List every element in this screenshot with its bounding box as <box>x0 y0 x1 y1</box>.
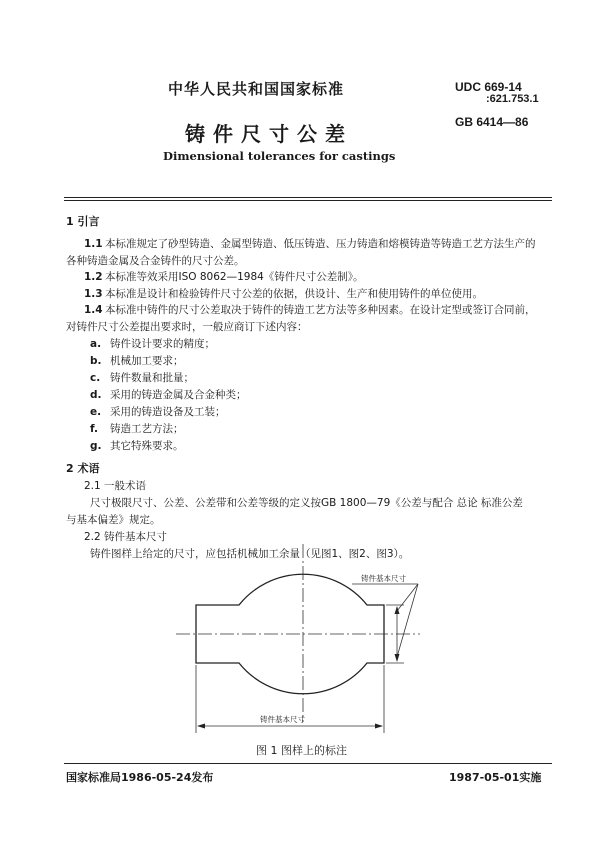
list-item: 采用的铸造金属及合金种类； <box>110 389 247 401</box>
clause-2-2-heading: 2.2 铸件基本尺寸 <box>84 531 168 543</box>
clause-2-2-text: 铸件图样上给定的尺寸，应包括机械加工余量（见图1、图2、图3）。 <box>90 548 410 560</box>
clause-1-4-line-2: 对铸件尺寸公差提出要求时，一般应商订下述内容： <box>66 321 308 333</box>
udc-subcode: :621.753.1 <box>486 93 539 105</box>
clause-number: 1.3 <box>84 288 103 300</box>
leader-line <box>397 584 418 611</box>
section-2-heading: 2 术语 <box>66 462 100 475</box>
figure-caption: 图 1 图样上的标注 <box>256 744 347 757</box>
list-item: 采用的铸造设备及工装； <box>110 406 226 418</box>
clause-2-1-heading: 2.1 一般术语 <box>84 480 147 492</box>
list-item: 铸件数量和批量； <box>110 372 194 384</box>
list-item-letter: e. <box>90 406 102 418</box>
list-item: 其它特殊要求。 <box>110 440 184 452</box>
list-item: 机械加工要求； <box>110 355 184 367</box>
clause-number: 1.1 <box>84 238 103 250</box>
clause-2-1-line-1: 尺寸极限尺寸、公差、公差带和公差等级的定义按GB 1800—79《公差与配合 总论 标准公差 <box>90 497 523 509</box>
list-item-letter: g. <box>90 440 102 452</box>
clause-number: 1.4 <box>84 304 103 316</box>
footer-rule <box>64 763 552 764</box>
arrowhead <box>375 724 383 729</box>
section-1-heading: 1 引言 <box>66 215 100 228</box>
list-item-letter: c. <box>90 372 101 384</box>
clause-1-1-line-2: 各种铸造金属及合金铸件的尺寸公差。 <box>66 255 245 267</box>
udc-code: UDC 669-14 <box>455 80 522 94</box>
dimension-label-right: 铸件基本尺寸 <box>361 574 406 583</box>
arrowhead <box>395 606 400 614</box>
list-item-letter: b. <box>90 355 102 367</box>
list-item: 铸件设计要求的精度； <box>110 338 215 350</box>
leader-line <box>397 584 418 657</box>
standard-body-title: 中华人民共和国国家标准 <box>168 80 345 98</box>
list-item-letter: f. <box>90 423 98 435</box>
arrowhead <box>395 654 400 662</box>
effective-date: 1987-05-01实施 <box>449 771 542 784</box>
dimension-label-bottom: 铸件基本尺寸 <box>260 715 305 724</box>
gb-code: GB 6414—86 <box>455 115 529 129</box>
clause-1-3: 本标准是设计和检验铸件尺寸公差的依据，供设计、生产和使用铸件的单位使用。 <box>105 288 483 300</box>
document-title: 铸件尺寸公差 <box>185 122 353 146</box>
clause-2-1-line-2: 与基本偏差》规定。 <box>66 514 161 526</box>
clause-1-1-line-1: 本标准规定了砂型铸造、金属型铸造、低压铸造、压力铸造和熔模铸造等铸造工艺方法生产的 <box>105 238 536 250</box>
document-subtitle: Dimensional tolerances for castings <box>163 149 396 163</box>
list-item-letter: d. <box>90 389 102 401</box>
clause-number: 1.2 <box>84 271 103 283</box>
list-item-letter: a. <box>90 338 102 350</box>
clause-1-4-line-1: 本标准中铸件的尺寸公差取决于铸件的铸造工艺方法等多种因素。在设计定型或签订合同前， <box>105 304 536 316</box>
clause-1-2: 本标准等效采用ISO 8062—1984《铸件尺寸公差制》。 <box>105 271 364 283</box>
arrowhead <box>197 724 205 729</box>
list-item: 铸造工艺方法； <box>110 423 184 435</box>
issue-date: 国家标准局1986-05-24发布 <box>66 771 214 784</box>
